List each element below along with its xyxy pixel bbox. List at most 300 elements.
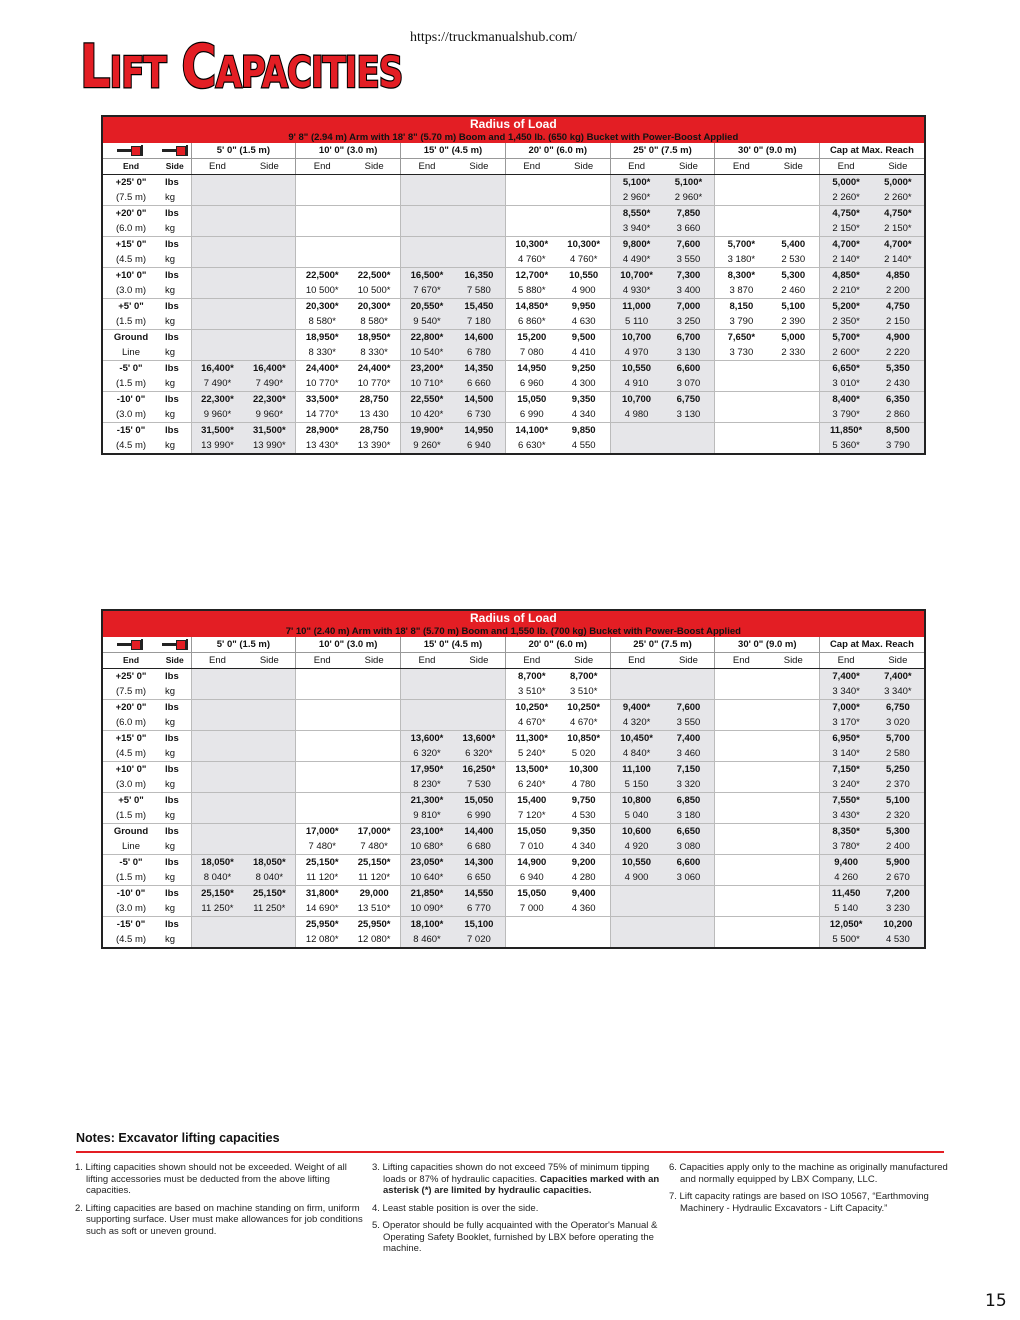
capacity-cell	[191, 917, 243, 933]
table-row	[102, 299, 925, 315]
capacity-cell	[401, 221, 453, 237]
height-label: (1.5 m)	[102, 808, 159, 824]
capacity-cell: 3 320	[663, 777, 715, 793]
capacity-cell: 3 790	[715, 314, 767, 330]
capacity-cell: 9,200	[571, 857, 596, 868]
capacity-cell: 19,900*	[401, 423, 453, 439]
capacity-cell: 21,850*	[401, 886, 453, 902]
capacity-cell	[767, 407, 819, 423]
capacity-cell: 9,250	[571, 363, 596, 374]
capacity-cell: 25,950*	[296, 917, 348, 933]
height-label: (4.5 m)	[102, 252, 159, 268]
table-row	[102, 221, 925, 237]
capacity-cell: 6,350	[872, 392, 925, 408]
capacity-cell	[296, 684, 348, 700]
unit-label: lbs	[165, 795, 179, 806]
capacity-cell: 2 530	[767, 252, 819, 268]
capacity-cell: 6 650	[453, 870, 505, 886]
capacity-cell	[767, 361, 819, 377]
capacity-cell: 6 780	[453, 345, 505, 361]
capacity-cell: 7 000	[505, 901, 557, 917]
capacity-cell: 10,200	[872, 917, 925, 933]
side-header: Side	[558, 653, 610, 669]
capacity-cell	[191, 762, 243, 778]
capacity-cell	[348, 715, 400, 731]
unit-label: kg	[159, 808, 191, 824]
capacity-cell	[715, 190, 767, 206]
capacity-cell: 7,850	[663, 206, 715, 222]
capacity-cell	[191, 314, 243, 330]
capacity-cell	[715, 361, 767, 377]
radius-header: 10' 0" (3.0 m)	[296, 637, 401, 653]
capacity-cell: 22,300*	[243, 392, 295, 408]
capacity-cell: 2 960*	[663, 190, 715, 206]
capacity-cell: 2 210*	[820, 283, 872, 299]
capacity-cell	[191, 669, 243, 685]
capacity-cell	[715, 855, 767, 871]
capacity-cell: 18,950*	[357, 332, 391, 343]
capacity-cell: 8 040*	[243, 870, 295, 886]
capacity-cell: 11,300*	[505, 731, 557, 747]
capacity-cell: 4 410	[558, 345, 610, 361]
capacity-cell	[610, 438, 662, 454]
capacity-cell: 13 430*	[296, 438, 348, 454]
height-label: +5' 0"	[118, 301, 144, 312]
capacity-cell	[715, 824, 767, 840]
capacity-cell: 5,700*	[715, 237, 767, 253]
capacity-cell: 12 080*	[296, 932, 348, 948]
table-row	[102, 175, 925, 191]
side-header: Side	[663, 653, 715, 669]
radius-header: Cap at Max. Reach	[820, 637, 925, 653]
capacity-cell	[191, 268, 243, 284]
capacity-cell: 4,700*	[872, 237, 925, 253]
capacity-cell: 10,550	[610, 361, 662, 377]
capacity-cell: 23,050*	[401, 855, 453, 871]
capacity-cell: 7,600	[663, 700, 715, 716]
capacity-cell	[191, 700, 243, 716]
capacity-cell: 9,800*	[610, 237, 662, 253]
capacity-cell	[401, 206, 453, 222]
capacity-cell: 6,650*	[820, 361, 872, 377]
icon-label-side: Side	[159, 653, 191, 669]
capacity-cell: 4 920	[610, 839, 662, 855]
table-row	[102, 808, 925, 824]
note-3-bold: Capacities marked with an asterisk (*) are limited by hydraulic capacities.	[383, 1173, 660, 1196]
capacity-cell: 10 710*	[401, 376, 453, 392]
end-side-header-row	[102, 653, 925, 669]
capacity-cell: 5,100	[872, 793, 925, 809]
capacity-cell	[767, 855, 819, 871]
capacity-cell	[243, 746, 295, 762]
capacity-cell: 14,100*	[505, 423, 557, 439]
capacity-cell	[453, 190, 505, 206]
capacity-cell	[767, 839, 819, 855]
capacity-cell: 22,800*	[401, 330, 453, 346]
capacity-cell	[296, 715, 348, 731]
height-label: (1.5 m)	[102, 870, 159, 886]
capacity-cell	[348, 700, 400, 716]
capacity-cell: 2 400	[872, 839, 925, 855]
table-row	[102, 345, 925, 361]
table-row	[102, 901, 925, 917]
capacity-cell: 6 320*	[453, 746, 505, 762]
end-icon-cell	[102, 143, 159, 159]
height-label: +25' 0"	[115, 671, 147, 682]
capacity-cell: 10 640*	[401, 870, 453, 886]
capacity-cell: 10 090*	[401, 901, 453, 917]
capacity-cell: 7,550*	[820, 793, 872, 809]
capacity-cell: 5,700	[872, 731, 925, 747]
end-header: End	[191, 653, 243, 669]
capacity-cell: 31,500*	[191, 423, 243, 439]
radius-header: 15' 0" (4.5 m)	[401, 637, 506, 653]
capacity-cell	[243, 252, 295, 268]
capacity-cell: 10,600	[610, 824, 662, 840]
unit-label: lbs	[165, 826, 179, 837]
notes-column-1	[75, 1162, 370, 1243]
capacity-cell: 7,150*	[820, 762, 872, 778]
capacity-cell: 2 220	[872, 345, 925, 361]
capacity-cell: 2 260*	[872, 190, 925, 206]
capacity-cell: 5,000*	[820, 175, 872, 191]
capacity-cell	[191, 221, 243, 237]
capacity-cell: 16,250*	[453, 762, 505, 778]
capacity-cell: 3 460	[663, 746, 715, 762]
capacity-cell	[191, 715, 243, 731]
capacity-cell: 3 790*	[820, 407, 872, 423]
capacity-cell	[453, 221, 505, 237]
capacity-cell	[767, 746, 819, 762]
end-header: End	[820, 653, 872, 669]
capacity-cell: 7 670*	[401, 283, 453, 299]
capacity-cell	[767, 438, 819, 454]
height-label: (4.5 m)	[102, 746, 159, 762]
capacity-cell	[191, 824, 243, 840]
end-header: End	[715, 653, 767, 669]
capacity-cell: 3 020	[872, 715, 925, 731]
unit-label: kg	[159, 345, 191, 361]
table-row	[102, 407, 925, 423]
capacity-cell: 22,550*	[401, 392, 453, 408]
capacity-cell: 5,250	[872, 762, 925, 778]
unit-label: kg	[159, 839, 191, 855]
table-row	[102, 283, 925, 299]
capacity-cell	[767, 824, 819, 840]
capacity-cell: 4 530	[872, 932, 925, 948]
capacity-cell: 5,300	[872, 824, 925, 840]
capacity-cell: 7,400*	[872, 669, 925, 685]
capacity-cell	[243, 206, 295, 222]
capacity-cell: 22,500*	[357, 270, 391, 281]
capacity-cell: 10,550	[569, 270, 599, 281]
capacity-cell: 13 390*	[348, 438, 400, 454]
capacity-cell	[296, 175, 348, 191]
end-header: End	[610, 653, 662, 669]
capacity-cell: 11 250*	[191, 901, 243, 917]
capacity-cell	[610, 901, 662, 917]
capacity-cell	[401, 715, 453, 731]
capacity-cell	[243, 237, 295, 253]
capacity-cell: 8,150	[715, 299, 767, 315]
capacity-cell	[401, 684, 453, 700]
capacity-cell	[610, 932, 662, 948]
capacity-cell	[767, 700, 819, 716]
capacity-cell	[243, 314, 295, 330]
end-icon-cell	[102, 637, 159, 653]
capacity-cell: 8 580*	[348, 314, 400, 330]
capacity-cell: 6 990	[505, 407, 557, 423]
side-header: Side	[872, 653, 925, 669]
capacity-cell: 7,150	[663, 762, 715, 778]
height-label: (1.5 m)	[102, 314, 159, 330]
capacity-cell: 4 760*	[505, 252, 557, 268]
unit-label: kg	[159, 901, 191, 917]
capacity-cell: 3 060	[663, 870, 715, 886]
capacity-cell: 25,150*	[357, 857, 391, 868]
capacity-cell	[348, 808, 400, 824]
capacity-cell	[191, 746, 243, 762]
capacity-cell	[348, 731, 400, 747]
capacity-cell: 10,250*	[505, 700, 557, 716]
capacity-cell: 20,300*	[296, 299, 348, 315]
capacity-cell: 8 040*	[191, 870, 243, 886]
capacity-cell	[505, 190, 557, 206]
capacity-cell: 7 490*	[191, 376, 243, 392]
capacity-cell	[453, 175, 505, 191]
capacity-cell	[243, 283, 295, 299]
capacity-cell	[767, 221, 819, 237]
table-row	[102, 839, 925, 855]
capacity-cell	[296, 221, 348, 237]
capacity-cell: 6,700	[663, 330, 715, 346]
capacity-cell: 6 940	[453, 438, 505, 454]
capacity-cell	[663, 901, 715, 917]
capacity-cell: 31,800*	[296, 886, 348, 902]
capacity-cell: 14 690*	[296, 901, 348, 917]
capacity-cell	[348, 237, 400, 253]
radius-header: Cap at Max. Reach	[820, 143, 925, 159]
capacity-cell: 4,900	[872, 330, 925, 346]
capacity-cell: 2 600*	[820, 345, 872, 361]
capacity-cell: 23,200*	[401, 361, 453, 377]
capacity-cell: 25,150*	[296, 855, 348, 871]
capacity-cell: 5 040	[610, 808, 662, 824]
capacity-cell: 5,400	[781, 239, 806, 250]
height-label: +25' 0"	[115, 177, 147, 188]
capacity-cell: 4 260	[820, 870, 872, 886]
capacity-cell	[348, 252, 400, 268]
side-header: Side	[243, 653, 295, 669]
notes-title: Notes: Excavator lifting capacities	[76, 1131, 280, 1145]
capacity-cell: 6,600	[663, 855, 715, 871]
capacity-cell	[453, 252, 505, 268]
capacity-cell	[348, 793, 400, 809]
capacity-cell: 18,050*	[243, 855, 295, 871]
capacity-cell	[767, 777, 819, 793]
height-label: +20' 0"	[115, 702, 147, 713]
table-row	[102, 917, 925, 933]
capacity-cell: 2 350*	[820, 314, 872, 330]
capacity-cell: 17,000*	[357, 826, 391, 837]
capacity-cell: 16,400*	[243, 361, 295, 377]
capacity-cell: 3 130	[663, 345, 715, 361]
capacity-cell	[191, 839, 243, 855]
capacity-cell	[453, 206, 505, 222]
capacity-cell: 3 180	[663, 808, 715, 824]
capacity-cell	[296, 731, 348, 747]
unit-label: kg	[159, 376, 191, 392]
source-url[interactable]: https://truckmanualshub.com/	[410, 30, 577, 45]
table-row	[102, 715, 925, 731]
capacity-cell	[767, 423, 819, 439]
capacity-cell: 15,050	[505, 392, 557, 408]
page-number: 15	[985, 1291, 1007, 1311]
capacity-cell: 8 580*	[296, 314, 348, 330]
capacity-cell	[243, 221, 295, 237]
capacity-cell	[296, 700, 348, 716]
capacity-cell: 5,100	[781, 301, 806, 312]
capacity-cell	[453, 700, 505, 716]
capacity-cell: 9 540*	[401, 314, 453, 330]
capacity-cell: 2 150*	[820, 221, 872, 237]
lift-capacity-table-2	[101, 609, 926, 949]
capacity-cell: 6 240*	[505, 777, 557, 793]
capacity-cell	[243, 190, 295, 206]
capacity-cell: 4 780	[558, 777, 610, 793]
capacity-cell: 23,100*	[401, 824, 453, 840]
capacity-cell	[243, 684, 295, 700]
capacity-cell	[348, 206, 400, 222]
capacity-cell: 8,700*	[569, 671, 598, 682]
table-title: Radius of Load	[102, 610, 925, 626]
capacity-cell	[243, 793, 295, 809]
side-icon-cell	[159, 143, 191, 159]
capacity-cell: 13,600*	[453, 731, 505, 747]
unit-label: lbs	[165, 857, 179, 868]
side-lift-icon	[162, 639, 190, 649]
unit-label: lbs	[165, 332, 179, 343]
unit-label: kg	[159, 746, 191, 762]
capacity-cell: 7 530	[453, 777, 505, 793]
capacity-cell: 17,000*	[296, 824, 348, 840]
table-row	[102, 190, 925, 206]
capacity-cell	[191, 206, 243, 222]
capacity-cell: 10,700	[610, 392, 662, 408]
capacity-cell	[715, 669, 767, 685]
table-row	[102, 700, 925, 716]
radius-header: 20' 0" (6.0 m)	[505, 143, 610, 159]
capacity-cell	[296, 762, 348, 778]
capacity-cell: 17,950*	[401, 762, 453, 778]
capacity-cell	[715, 917, 767, 933]
capacity-cell	[663, 684, 715, 700]
unit-label: lbs	[165, 671, 179, 682]
table-row	[102, 793, 925, 809]
capacity-cell: 8,300*	[715, 268, 767, 284]
capacity-cell: 13 990*	[243, 438, 295, 454]
capacity-cell: 4 360	[558, 901, 610, 917]
capacity-cell: 10 770*	[348, 376, 400, 392]
capacity-cell	[191, 793, 243, 809]
capacity-cell	[767, 206, 819, 222]
capacity-cell: 6,600	[663, 361, 715, 377]
capacity-cell: 8,550*	[610, 206, 662, 222]
height-label: (3.0 m)	[102, 283, 159, 299]
height-label: +5' 0"	[118, 795, 144, 806]
lift-capacity-table-1	[101, 115, 926, 455]
height-label: (6.0 m)	[102, 715, 159, 731]
capacity-cell	[243, 824, 295, 840]
capacity-cell	[296, 252, 348, 268]
end-lift-icon	[117, 145, 145, 155]
capacity-cell: 2 390	[767, 314, 819, 330]
capacity-cell: 28,750	[359, 394, 389, 405]
table-row	[102, 669, 925, 685]
capacity-cell: 12,700*	[505, 268, 557, 284]
capacity-cell: 5 110	[610, 314, 662, 330]
table-row	[102, 438, 925, 454]
capacity-cell: 9,400	[571, 888, 596, 899]
capacity-cell	[296, 237, 348, 253]
icon-label-end: End	[102, 159, 159, 175]
capacity-cell: 29,000	[359, 888, 389, 899]
table-row	[102, 392, 925, 408]
capacity-cell: 3 010*	[820, 376, 872, 392]
capacity-cell	[401, 252, 453, 268]
capacity-cell: 9,950	[571, 301, 596, 312]
side-header: Side	[243, 159, 295, 175]
capacity-cell: 14,550	[453, 886, 505, 902]
capacity-cell	[767, 917, 819, 933]
capacity-cell	[243, 175, 295, 191]
capacity-cell: 5 020	[558, 746, 610, 762]
capacity-cell	[401, 237, 453, 253]
capacity-cell: 16,400*	[191, 361, 243, 377]
capacity-cell	[767, 669, 819, 685]
capacity-cell: 5 150	[610, 777, 662, 793]
capacity-cell: 4 670*	[558, 715, 610, 731]
unit-label: kg	[159, 932, 191, 948]
capacity-cell	[663, 886, 715, 902]
capacity-cell: 6 960	[505, 376, 557, 392]
capacity-cell	[401, 190, 453, 206]
capacity-cell: 14,850*	[505, 299, 557, 315]
unit-label: kg	[159, 252, 191, 268]
capacity-cell	[767, 793, 819, 809]
capacity-cell: 28,750	[359, 425, 389, 436]
table-row	[102, 361, 925, 377]
capacity-cell	[505, 221, 557, 237]
capacity-cell: 3 510*	[505, 684, 557, 700]
capacity-cell	[191, 252, 243, 268]
capacity-cell: 7 010	[505, 839, 557, 855]
capacity-cell: 6 630*	[505, 438, 557, 454]
capacity-cell	[243, 808, 295, 824]
table-row	[102, 376, 925, 392]
unit-label: lbs	[165, 425, 179, 436]
capacity-cell: 11,450	[820, 886, 872, 902]
capacity-cell: 5,100*	[663, 175, 715, 191]
capacity-cell: 9,500	[571, 332, 596, 343]
side-header: Side	[767, 653, 819, 669]
capacity-cell: 2 960*	[610, 190, 662, 206]
capacity-cell: 4 300	[558, 376, 610, 392]
unit-label: lbs	[165, 363, 179, 374]
height-label: (4.5 m)	[102, 438, 159, 454]
height-label: +15' 0"	[115, 733, 147, 744]
capacity-cell: 7 120*	[505, 808, 557, 824]
